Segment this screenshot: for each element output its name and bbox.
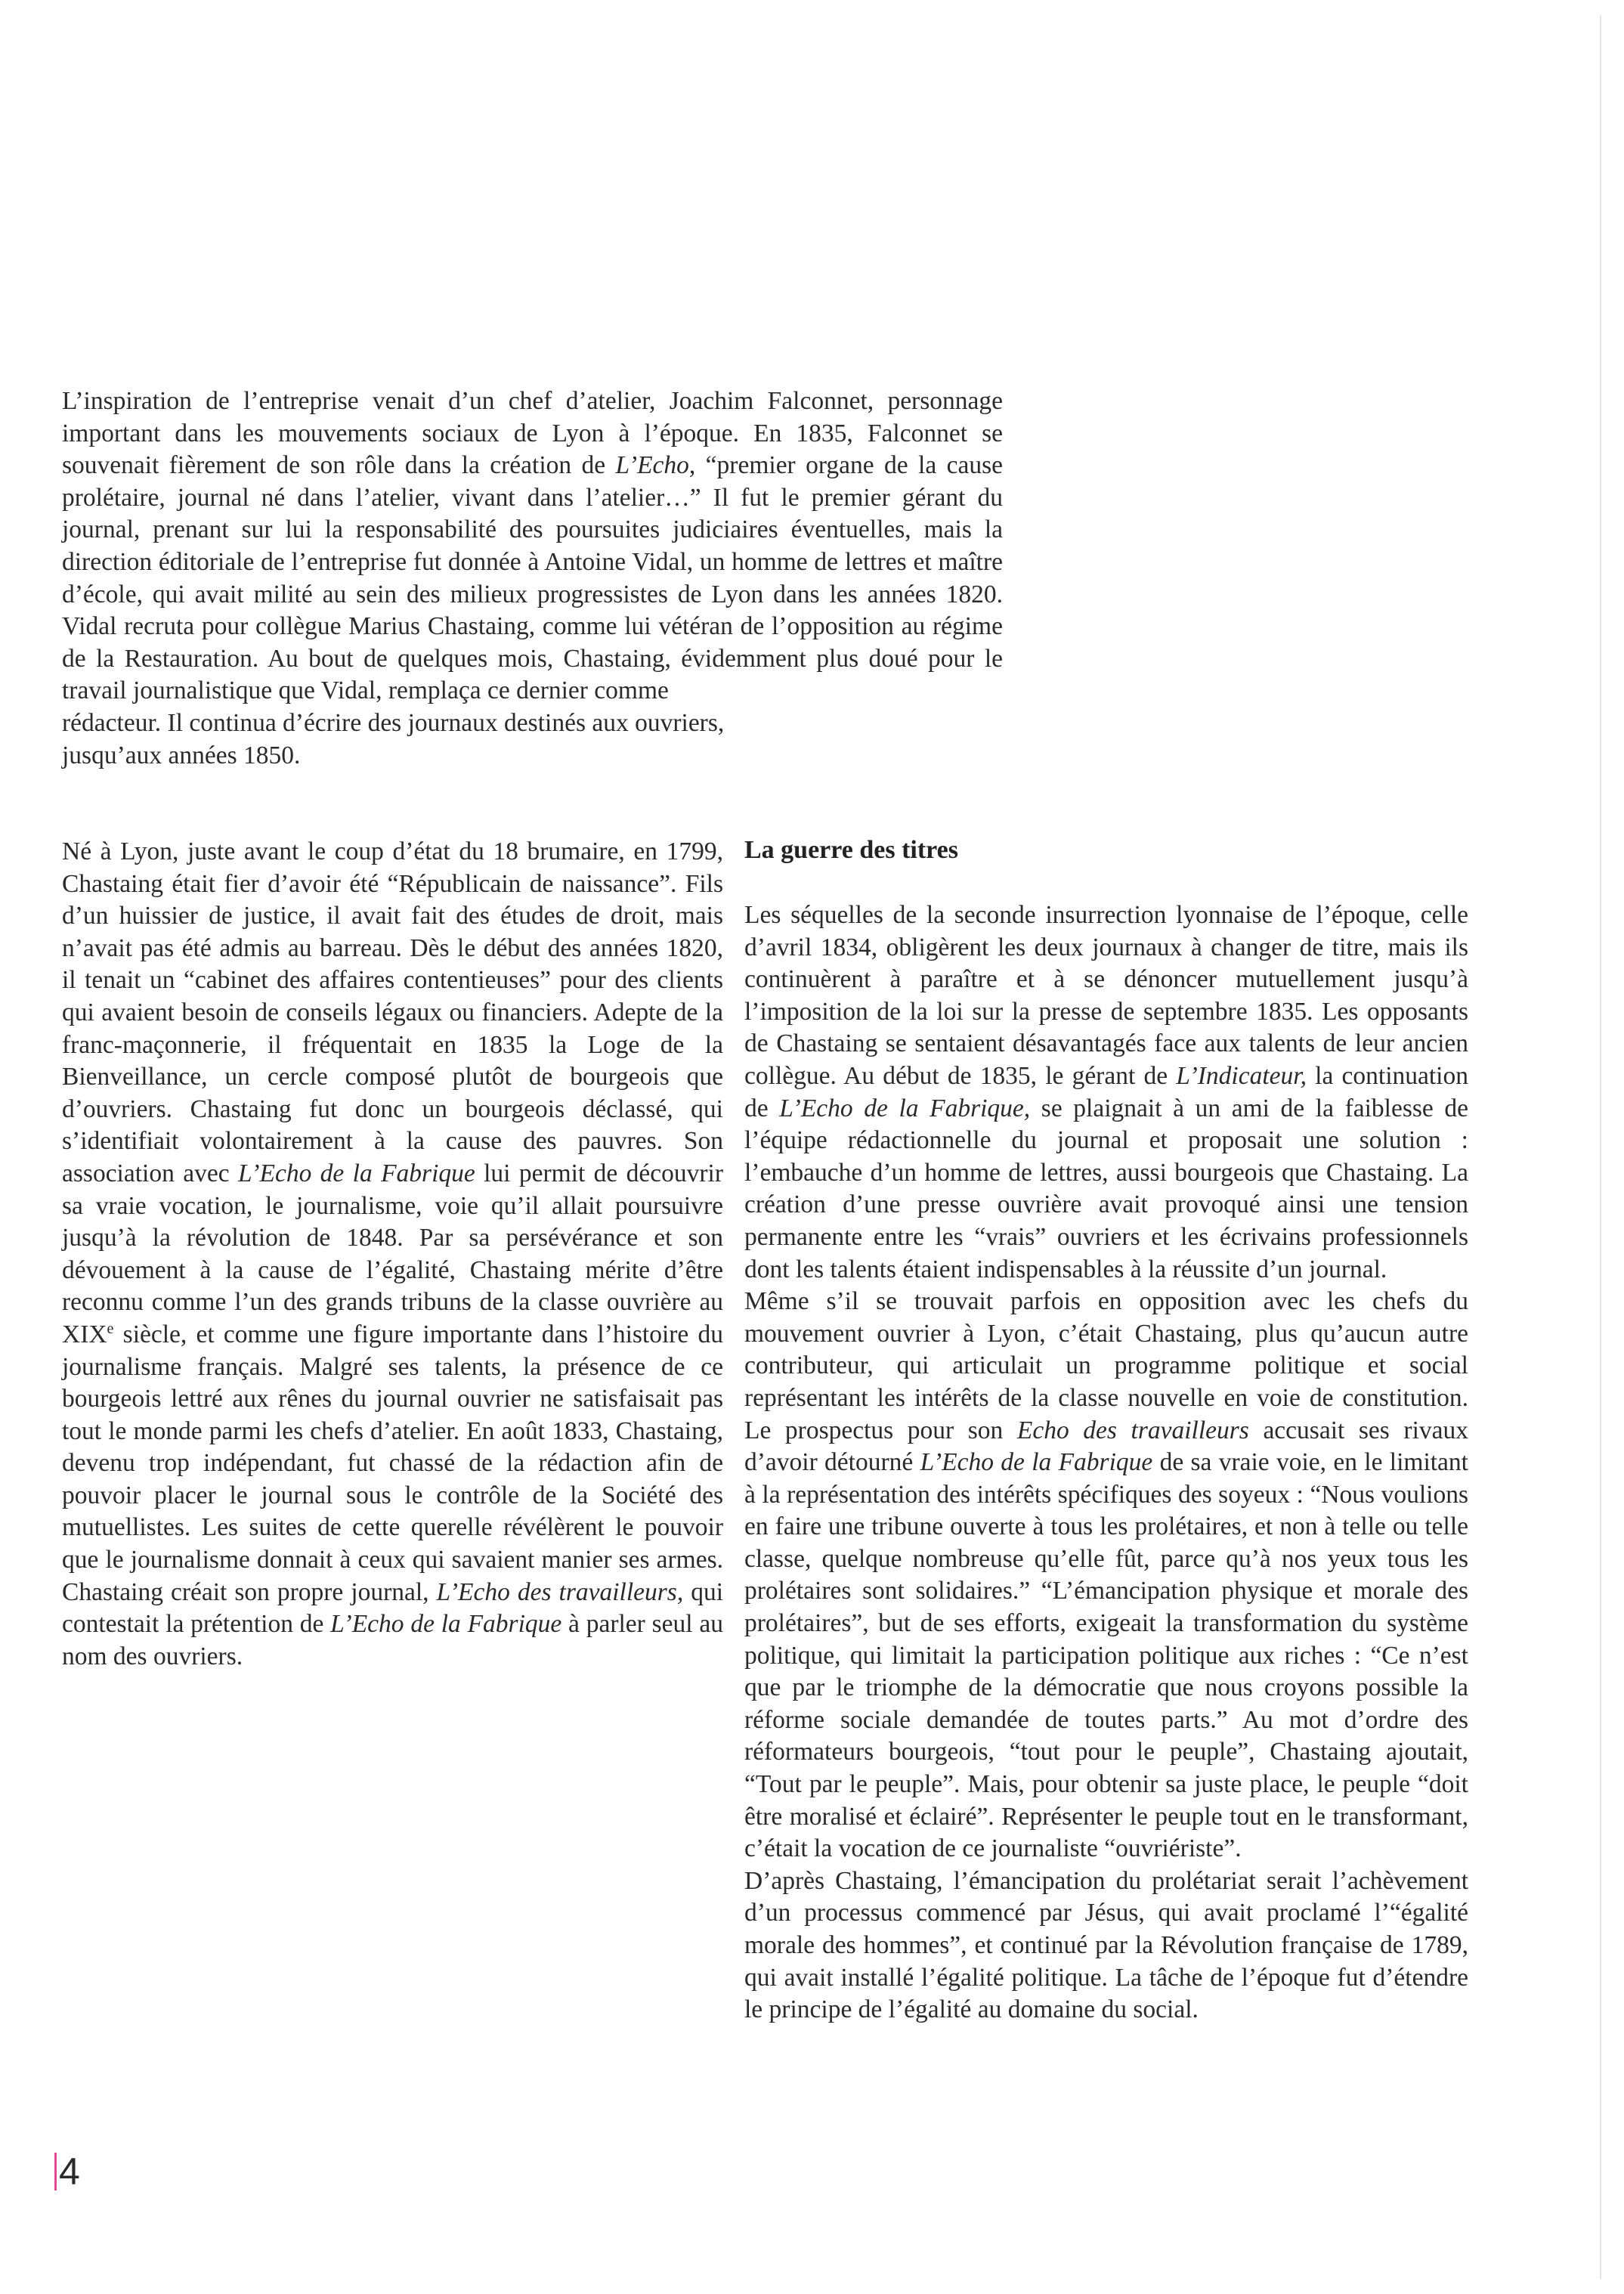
intro-paragraph — [62, 385, 1003, 772]
left-column — [62, 836, 723, 1673]
page-edge-line — [1600, 15, 1601, 2279]
intro-text-tail: rédacteur. Il continua d’écrire des journaux destinés aux ouvriers, jusqu’aux années 1850. — [62, 708, 725, 769]
section-heading: La guerre des titres — [744, 836, 958, 864]
right-column-paragraph-3: D’après Chastaing, l’émancipation du prolétariat serait l’achèvement d’un processus commencé par Jésus, qui avait proclamé l’“égalité morale des hommes”, et continué par la Révolution française de 1789, qui avait installé l’égalité politique. La tâche de l’époque fut d’étendre le principe de l’égalité au domaine du social. — [744, 1866, 1468, 2024]
left-column-paragraph: Né à Lyon, juste avant le coup d’état du 18 brumaire, en 1799, Chastaing était fier d’avoir été “Républicain de naissance”. Fils d’un huissier de justice, il avait fait des études de droit, mais n’avait pas été admis au barreau. Dès le début des années 1820, il tenait un “cabinet des affaires contentieuses” pour des clients qui avaient besoin de conseils légaux ou financiers. Adepte de la franc-maçonnerie, il fréquentait en 1835 la Loge de la Bienveillance, un cercle composé plutôt de bourgeois que d’ouvriers. Chastaing fut donc un bourgeois déclassé, qui s’identifiait volontairement à la cause des pauvres. Son association avec L’Echo de la Fabrique lui permit de découvrir sa vraie vocation, le journalisme, voie qu’il allait poursuivre jusqu’à la révolution de 1848. Par sa persévérance et son dévouement à la cause de l’égalité, Chastaing mérite d’être reconnu comme l’un des grands tribuns de la classe ouvrière au XIXe siècle, et comme une figure importante dans l’histoire du journalisme français. Malgré ses talents, la présence de ce bourgeois lettré aux rênes du journal ouvrier ne satisfaisait pas tout le monde parmi les chefs d’atelier. En août 1833, Chastaing, devenu trop indépendant, fut chassé de la rédaction afin de pouvoir placer le journal sous le contrôle de la Société des mutuellistes. Les suites de cette querelle révélèrent le pouvoir que le journalisme donnait à ceux qui savaient manier ses armes. Chastaing créait son propre journal, L’Echo des travailleurs, qui contestait la prétention de L’Echo de la Fabrique à parler seul au nom des ouvriers. — [62, 837, 724, 1670]
page-number: 4 — [54, 2153, 80, 2190]
right-column-paragraph-2: Même s’il se trouvait parfois en opposition avec les chefs du mouvement ouvrier à Lyon, c’était Chastaing, plus qu’aucun autre contributeur, qui articulait un programme politique et social représentant les intérêts de la classe nouvelle en voie de constitution. Le prospectus pour son Echo des travailleurs accusait ses rivaux d’avoir détourné L’Echo de la Fabrique de sa vraie voie, en le limitant à la représentation des intérêts spécifiques des soyeux : “Nous voulions en faire une tribune ouverte à tous les prolétaires, et non à telle ou telle classe, quelque nombreuse qu’elle fût, parce qu’à nos yeux tous les prolétaires sont solidaires.” “L’émancipation physique et morale des prolétaires”, but de ses efforts, exigeait la transformation du système politique, qui limitait la participation politique aux riches : “Ce n’est que par le triomphe de la démocratie que nous croyons possible la réforme sociale demandée de toutes parts.” Au mot d’ordre des réformateurs bourgeois, “tout pour le peuple”, Chastaing ajoutait, “Tout par le peuple”. Mais, pour obtenir sa juste place, le peuple “doit être moralisé et éclairé”. Représenter le peuple tout en le transformant, c’était la vocation de ce journaliste “ouvriériste”. — [744, 1287, 1468, 1863]
right-column-paragraph-1: Les séquelles de la seconde insurrection lyonnaise de l’époque, celle d’avril 1834, obligèrent les deux journaux à changer de titre, mais ils continuèrent à paraître et à se dénoncer mutuellement jusqu’à l’imposition de la loi sur la presse de septembre 1835. Les opposants de Chastaing se sentaient désavantagés face aux talents de leur ancien collègue. Au début de 1835, le gérant de L’Indicateur, la continuation de L’Echo de la Fabrique, se plaignait à un ami de la faiblesse de l’équipe rédactionnelle du journal et proposait une solution : l’embauche d’un homme de lettres, aussi bourgeois que Chastaing. La création d’une presse ouvrière avait provoqué ainsi une tension permanente entre les “vrais” ouvriers et les écrivains professionnels dont les talents étaient indispensables à la réussite d’un journal. — [744, 901, 1468, 1283]
intro-text: L’inspiration de l’entreprise venait d’un chef d’atelier, Joachim Falconnet, personnage important dans les mouvements sociaux de Lyon à l’époque. En 1835, Falconnet se souvenait fièrement de son rôle dans la création de L’Echo, “premier organe de la cause prolétaire, journal né dans l’atelier, vivant dans l’atelier…” Il fut le premier gérant du journal, prenant sur lui la responsabilité des poursuites judiciaires éventuelles, mais la direction éditoriale de l’entreprise fut donnée à Antoine Vidal, un homme de lettres et maître d’école, qui avait milité au sein des milieux progressistes de Lyon dans les années 1820. Vidal recruta pour collègue Marius Chastaing, comme lui vétéran de l’opposition au régime de la Restauration. Au bout de quelques mois, Chastaing, évidemment plus doué pour le travail journalistique que Vidal, remplaça ce dernier comme — [62, 387, 1003, 705]
right-column — [744, 899, 1468, 2026]
